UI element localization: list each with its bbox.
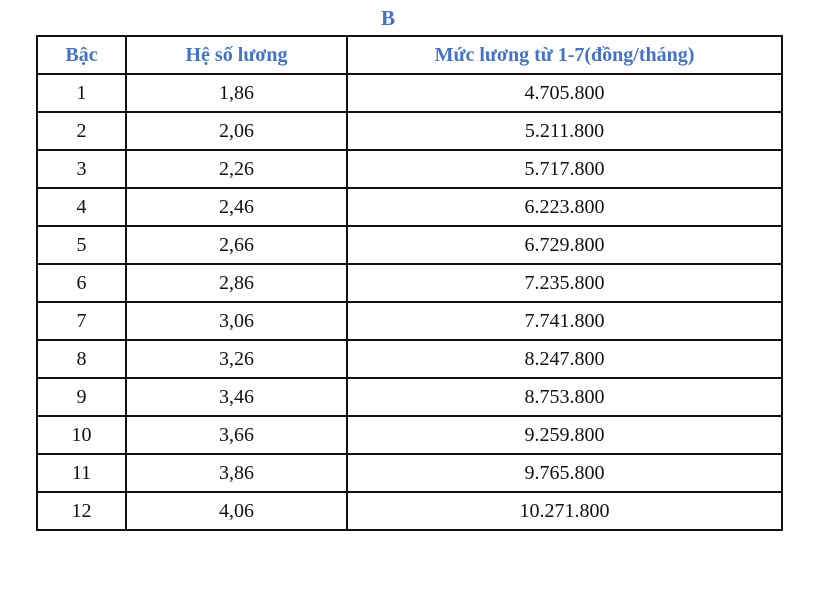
table-row bbox=[37, 416, 782, 454]
salary-cell: 6.729.800 bbox=[347, 226, 782, 264]
salary-cell: 6.223.800 bbox=[347, 188, 782, 226]
table-row bbox=[37, 226, 782, 264]
table-row bbox=[37, 264, 782, 302]
grade-cell: 12 bbox=[37, 492, 126, 530]
grade-cell: 9 bbox=[37, 378, 126, 416]
salary-cell: 9.259.800 bbox=[347, 416, 782, 454]
coefficient-cell: 3,26 bbox=[126, 340, 347, 378]
coefficient-cell: 3,06 bbox=[126, 302, 347, 340]
table-row bbox=[37, 378, 782, 416]
salary-cell: 4.705.800 bbox=[347, 74, 782, 112]
table-header-row bbox=[37, 36, 782, 74]
header-coefficient: Hệ số lương bbox=[126, 36, 347, 74]
salary-cell: 7.235.800 bbox=[347, 264, 782, 302]
coefficient-cell: 2,46 bbox=[126, 188, 347, 226]
grade-cell: 10 bbox=[37, 416, 126, 454]
salary-cell: 7.741.800 bbox=[347, 302, 782, 340]
salary-cell: 8.247.800 bbox=[347, 340, 782, 378]
header-salary: Mức lương từ 1-7(đồng/tháng) bbox=[347, 36, 782, 74]
salary-table bbox=[36, 35, 783, 531]
coefficient-cell: 4,06 bbox=[126, 492, 347, 530]
table-heading: B bbox=[380, 6, 395, 30]
salary-cell: 8.753.800 bbox=[347, 378, 782, 416]
coefficient-cell: 3,66 bbox=[126, 416, 347, 454]
salary-cell: 10.271.800 bbox=[347, 492, 782, 530]
grade-cell: 7 bbox=[37, 302, 126, 340]
grade-cell: 1 bbox=[37, 74, 126, 112]
grade-cell: 2 bbox=[37, 112, 126, 150]
salary-cell: 9.765.800 bbox=[347, 454, 782, 492]
salary-cell: 5.211.800 bbox=[347, 112, 782, 150]
table-row bbox=[37, 492, 782, 530]
coefficient-cell: 2,26 bbox=[126, 150, 347, 188]
table-row bbox=[37, 150, 782, 188]
table-row bbox=[37, 112, 782, 150]
table-row bbox=[37, 454, 782, 492]
coefficient-cell: 1,86 bbox=[126, 74, 347, 112]
coefficient-cell: 2,06 bbox=[126, 112, 347, 150]
coefficient-cell: 3,86 bbox=[126, 454, 347, 492]
salary-cell: 5.717.800 bbox=[347, 150, 782, 188]
grade-cell: 8 bbox=[37, 340, 126, 378]
table-row bbox=[37, 340, 782, 378]
grade-cell: 11 bbox=[37, 454, 126, 492]
table-row bbox=[37, 74, 782, 112]
coefficient-cell: 2,66 bbox=[126, 226, 347, 264]
grade-cell: 3 bbox=[37, 150, 126, 188]
coefficient-cell: 2,86 bbox=[126, 264, 347, 302]
header-grade: Bậc bbox=[37, 36, 126, 74]
table-row bbox=[37, 302, 782, 340]
coefficient-cell: 3,46 bbox=[126, 378, 347, 416]
grade-cell: 5 bbox=[37, 226, 126, 264]
table-row bbox=[37, 188, 782, 226]
grade-cell: 4 bbox=[37, 188, 126, 226]
grade-cell: 6 bbox=[37, 264, 126, 302]
